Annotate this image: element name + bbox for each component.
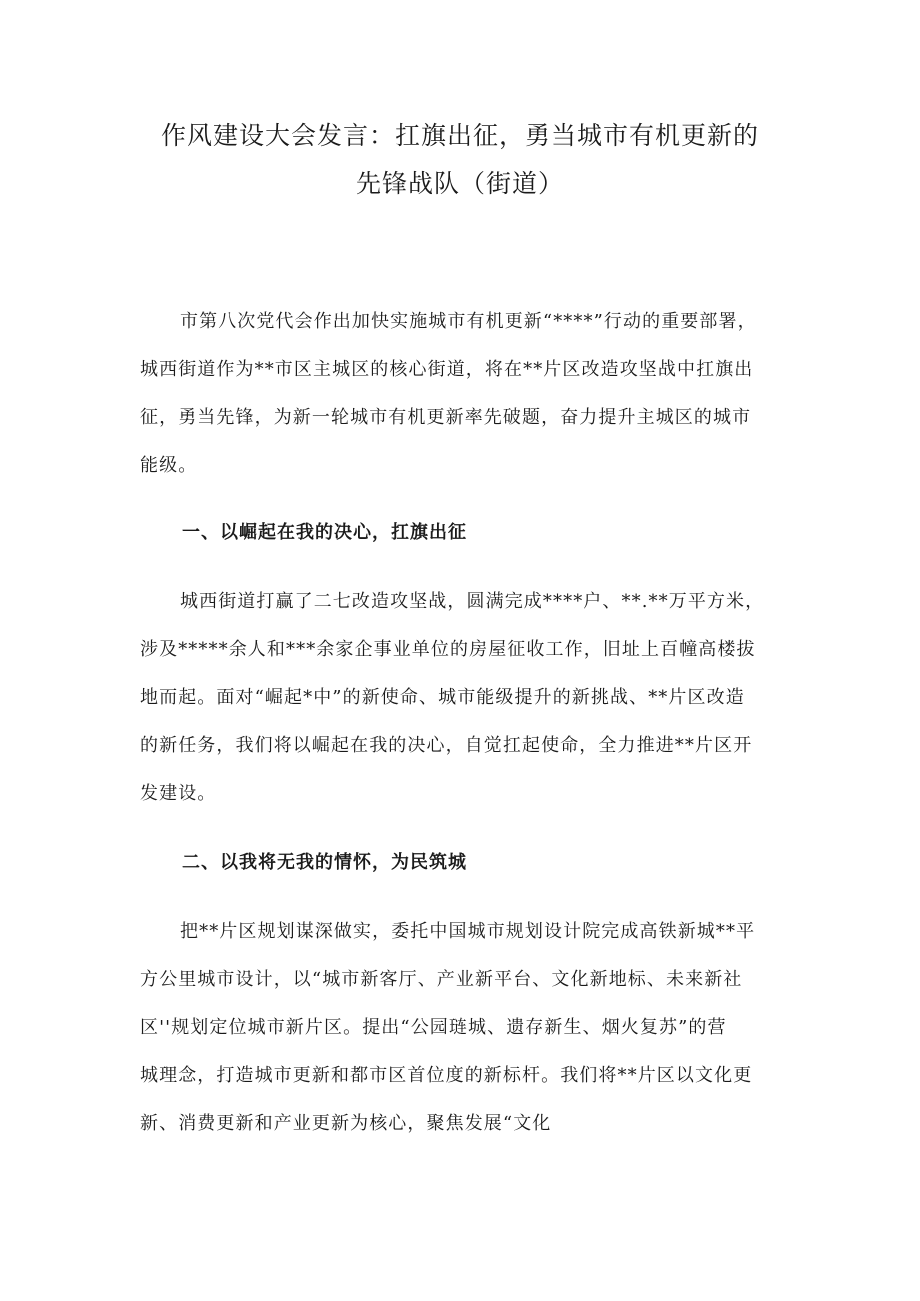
paragraph-2-line: 发建设。 — [140, 783, 217, 804]
paragraph-3-line: 方公里城市设计，以“城市新客厅、产业新平台、文化新地标、未来新社 — [140, 969, 743, 990]
paragraph-1-line: 城西街道作为**市区主城区的核心街道，将在**片区改造攻坚战中扛旗出 — [140, 359, 754, 380]
paragraph-2-line: 城西街道打赢了二七改造攻坚战，圆满完成****户、**.**万平方米， — [180, 591, 765, 612]
paragraph-3-line: 城理念，打造城市更新和都市区首位度的新标杆。我们将**片区以文化更 — [140, 1065, 753, 1086]
paragraph-2-line: 涉及*****余人和***余家企事业单位的房屋征收工作，旧址上百幢高楼拔 — [140, 639, 756, 660]
paragraph-2-line: 地而起。面对“崛起*中”的新使命、城市能级提升的新挑战、**片区改造 — [140, 687, 745, 708]
paragraph-3-line: 把**片区规划谋深做实，委托中国城市规划设计院完成高铁新城**平 — [180, 921, 756, 942]
paragraph-3-line: 新、消费更新和产业更新为核心，聚焦发展“文化 — [140, 1113, 552, 1134]
section-heading-2: 二、以我将无我的情怀，为民筑城 — [182, 852, 467, 873]
paragraph-1-line: 市第八次党代会作出加快实施城市有机更新“****”行动的重要部署， — [180, 311, 757, 332]
paragraph-3-line: 区''规划定位城市新片区。提出“公园琏城、遗存新生、烟火复苏”的营 — [140, 1017, 727, 1038]
document-title-line-1: 作风建设大会发言：扛旗出征，勇当城市有机更新的 — [160, 121, 759, 150]
paragraph-1-line: 能级。 — [140, 455, 198, 476]
document-title-line-2: 先锋战队（街道） — [355, 169, 564, 198]
section-heading-1: 一、以崛起在我的决心，扛旗出征 — [182, 522, 467, 543]
paragraph-2-line: 的新任务，我们将以崛起在我的决心，自觉扛起使命，全力推进**片区开 — [140, 735, 753, 756]
paragraph-1-line: 征，勇当先锋，为新一轮城市有机更新率先破题，奋力提升主城区的城市 — [140, 407, 752, 428]
